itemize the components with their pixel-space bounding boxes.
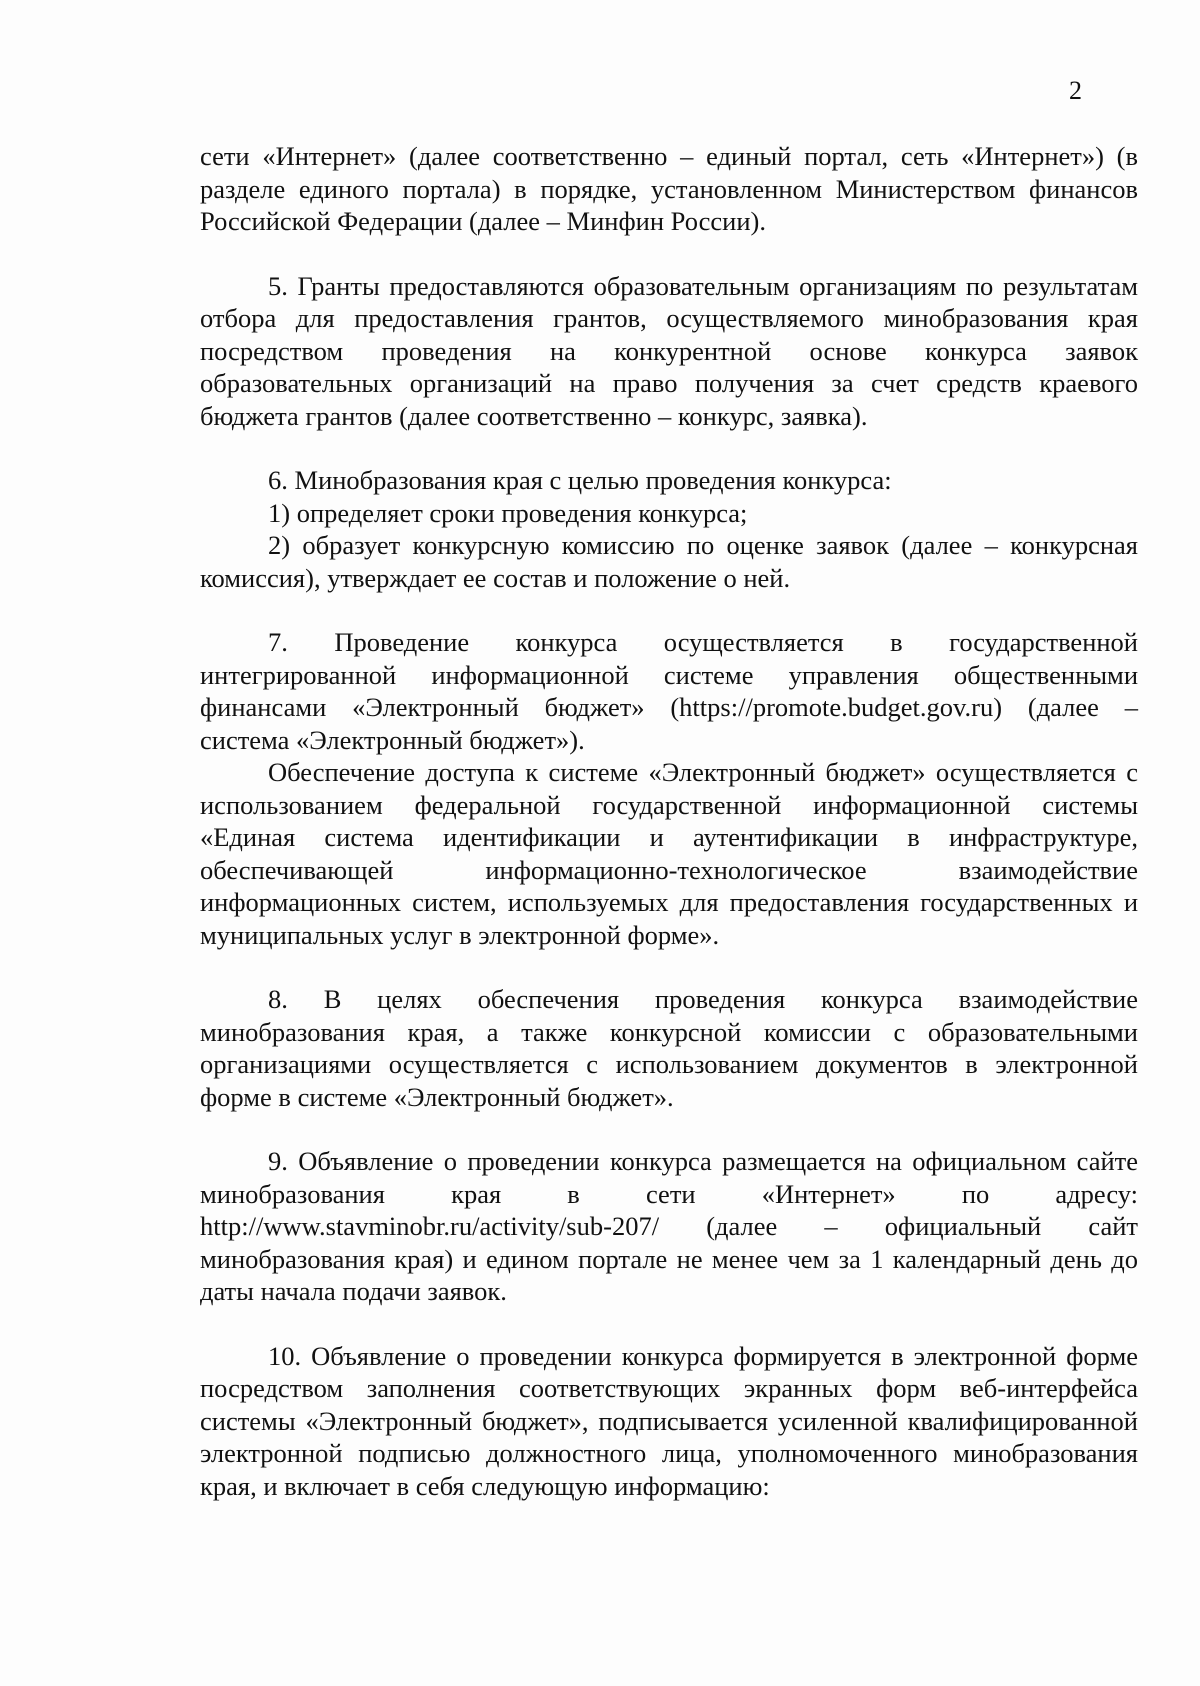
paragraph-continuation: сети «Интернет» (далее соответственно – единый портал, сеть «Интернет») (в разделе единого портала) в порядке, установленном Министерством финансов Российской Федерации (далее – Минфин России).	[200, 141, 1138, 236]
paragraph-10: 10. Объявление о проведении конкурса формируется в электронной форме посредством заполнения соответствующих экранных форм веб-интерфейса системы «Электронный бюджет», подписывается усиленной квалифицированной электронной подписью должностного лица, уполномоченного минобразования края, и включает в себя следующую информацию:	[200, 1340, 1138, 1501]
paragraph-9: 9. Объявление о проведении конкурса размещается на официальном сайте минобразования края в сети «Интернет» по адресу: http://www.stavminobr.ru/activity/sub-207/ (далее – официальный сайт минобразования края) и едином портале не менее чем за 1 календарный день до даты начала подачи заявок.	[200, 1146, 1138, 1306]
paragraph-gap	[200, 1308, 1138, 1340]
paragraph-7: 7. Проведение конкурса осуществляется в государственной интегрированной информационной системе управления общественными финансами «Электронный бюджет» (https://promote.budget.gov.ru) (далее – система «Электронный бюджет»).	[200, 627, 1138, 755]
paragraph-6-item-2: 2) образует конкурсную комиссию по оценке заявок (далее – конкурсная комиссия), утверждает ее состав и положение о ней.	[200, 530, 1138, 593]
paragraph-7-access: Обеспечение доступа к системе «Электронный бюджет» осуществляется с использованием федеральной государственной информационной системы «Единая система идентификации и аутентификации в инфраструктуре, обеспечивающей информационно-технологическое взаимодействие информационных систем, используемых для предоставления государственных и муниципальных услуг в электронной форме».	[200, 757, 1138, 950]
paragraph-6: 6. Минобразования края с целью проведения конкурса:	[268, 465, 892, 495]
page-number: 2	[1069, 76, 1082, 105]
paragraph-5: 5. Гранты предоставляются образовательным организациям по результатам отбора для предоставления грантов, осуществляемого минобразования края посредством проведения на конкурентной основе конкурса заявок образовательных организаций на право получения за счет средств краевого бюджета грантов (далее соответственно – конкурс, заявка).	[200, 270, 1138, 431]
paragraph-6-item-1: 1) определяет сроки проведения конкурса;	[268, 497, 748, 528]
paragraph-gap	[200, 1113, 1138, 1145]
paragraph-gap	[200, 594, 1138, 626]
document-body	[200, 140, 1138, 1502]
paragraph-gap	[200, 951, 1138, 983]
paragraph-gap	[200, 432, 1138, 464]
paragraph-gap	[200, 238, 1138, 270]
paragraph-8: 8. В целях обеспечения проведения конкурса взаимодействие минобразования края, а также конкурсной комиссии с образовательными организациями осуществляется с использованием документов в электронной форме в системе «Электронный бюджет».	[200, 984, 1138, 1112]
